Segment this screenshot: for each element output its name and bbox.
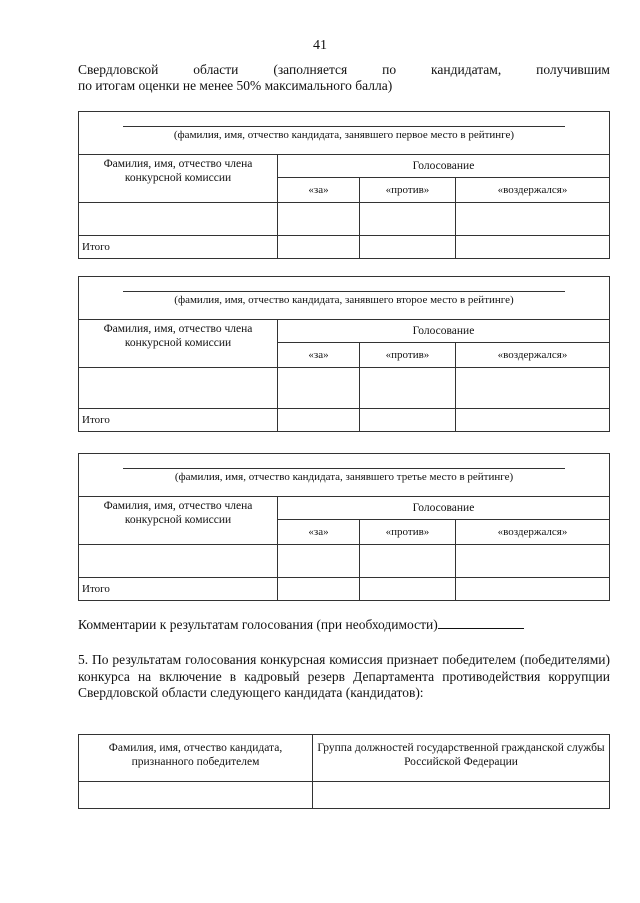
intro-word: Свердловской (78, 62, 159, 77)
candidate-name-cell[interactable] (79, 454, 610, 497)
intro-line-2: по итогам оценки не менее 50% максимального балла) (78, 78, 393, 93)
total-for-cell[interactable] (278, 409, 360, 432)
vote-abstain-cell[interactable] (456, 203, 610, 236)
member-name-cell[interactable] (79, 545, 278, 578)
table-row (79, 368, 610, 409)
vote-against-header: «против» (360, 178, 456, 203)
total-against-cell[interactable] (360, 578, 456, 601)
total-abstain-cell[interactable] (456, 236, 610, 259)
candidate-name-cell[interactable] (79, 112, 610, 155)
member-name-header: Фамилия, имя, отчество члена конкурсной комиссии (79, 497, 278, 545)
vote-header: Голосование (278, 320, 610, 343)
vote-against-cell[interactable] (360, 368, 456, 409)
intro-word: (заполняется (273, 62, 348, 77)
vote-against-header: «против» (360, 343, 456, 368)
candidate-name-line (123, 291, 565, 292)
total-against-cell[interactable] (360, 409, 456, 432)
candidate-name-cell[interactable] (79, 277, 610, 320)
vote-abstain-header: «воздержался» (456, 520, 610, 545)
vote-for-cell[interactable] (278, 203, 360, 236)
total-label: Итого (79, 409, 278, 432)
total-label: Итого (79, 578, 278, 601)
vote-abstain-cell[interactable] (456, 368, 610, 409)
vote-against-cell[interactable] (360, 545, 456, 578)
voting-table-second-place (78, 276, 610, 432)
total-against-cell[interactable] (360, 236, 456, 259)
member-name-header: Фамилия, имя, отчество члена конкурсной комиссии (79, 320, 278, 368)
comment-label: Комментарии к результатам голосования (при необходимости) (78, 617, 438, 632)
total-row (79, 409, 610, 432)
candidate-caption: (фамилия, имя, отчество кандидата, занявшего первое место в рейтинге) (173, 129, 515, 141)
candidate-caption: (фамилия, имя, отчество кандидата, занявшего второе место в рейтинге) (174, 294, 514, 306)
vote-abstain-cell[interactable] (456, 545, 610, 578)
total-abstain-cell[interactable] (456, 409, 610, 432)
position-group-header: Группа должностей государственной гражданской службы Российской Федерации (313, 735, 610, 782)
vote-abstain-header: «воздержался» (456, 178, 610, 203)
page-number: 41 (313, 38, 327, 53)
candidate-caption: (фамилия, имя, отчество кандидата, занявшего третье место в рейтинге) (174, 471, 514, 483)
candidate-name-line (123, 126, 565, 127)
table-row (79, 545, 610, 578)
total-label: Итого (79, 236, 278, 259)
vote-header: Голосование (278, 497, 610, 520)
paragraph-5: 5. По результатам голосования конкурсная комиссия признает победителем (победителями) конкурса на включение в кадровый резерв Департамента противодействия коррупции Свердловской области следующего кандидата (кандидатов): (78, 652, 610, 700)
position-group-cell[interactable] (313, 782, 610, 809)
total-for-cell[interactable] (278, 236, 360, 259)
total-row (79, 578, 610, 601)
table-row (79, 782, 610, 809)
intro-word: области (193, 62, 239, 77)
intro-text (78, 62, 610, 94)
vote-against-cell[interactable] (360, 203, 456, 236)
winner-table (78, 734, 610, 809)
vote-for-cell[interactable] (278, 368, 360, 409)
vote-for-header: «за» (278, 343, 360, 368)
intro-word: по (382, 62, 397, 77)
vote-for-cell[interactable] (278, 545, 360, 578)
member-name-cell[interactable] (79, 203, 278, 236)
member-name-cell[interactable] (79, 368, 278, 409)
total-row (79, 236, 610, 259)
total-abstain-cell[interactable] (456, 578, 610, 601)
vote-for-header: «за» (278, 520, 360, 545)
voting-table-third-place (78, 453, 610, 601)
intro-word: получившим (536, 62, 610, 77)
total-for-cell[interactable] (278, 578, 360, 601)
vote-abstain-header: «воздержался» (456, 343, 610, 368)
winner-name-cell[interactable] (79, 782, 313, 809)
candidate-name-line (123, 468, 565, 469)
winner-name-header: Фамилия, имя, отчество кандидата, признанного победителем (79, 735, 313, 782)
intro-word: кандидатам, (431, 62, 502, 77)
vote-header: Голосование (278, 155, 610, 178)
voting-table-first-place (78, 111, 610, 259)
comment-input-line[interactable] (438, 616, 524, 629)
vote-against-header: «против» (360, 520, 456, 545)
vote-for-header: «за» (278, 178, 360, 203)
comment-section (78, 616, 524, 633)
intro-line-1 (78, 62, 610, 78)
table-row (79, 203, 610, 236)
member-name-header: Фамилия, имя, отчество члена конкурсной комиссии (79, 155, 278, 203)
